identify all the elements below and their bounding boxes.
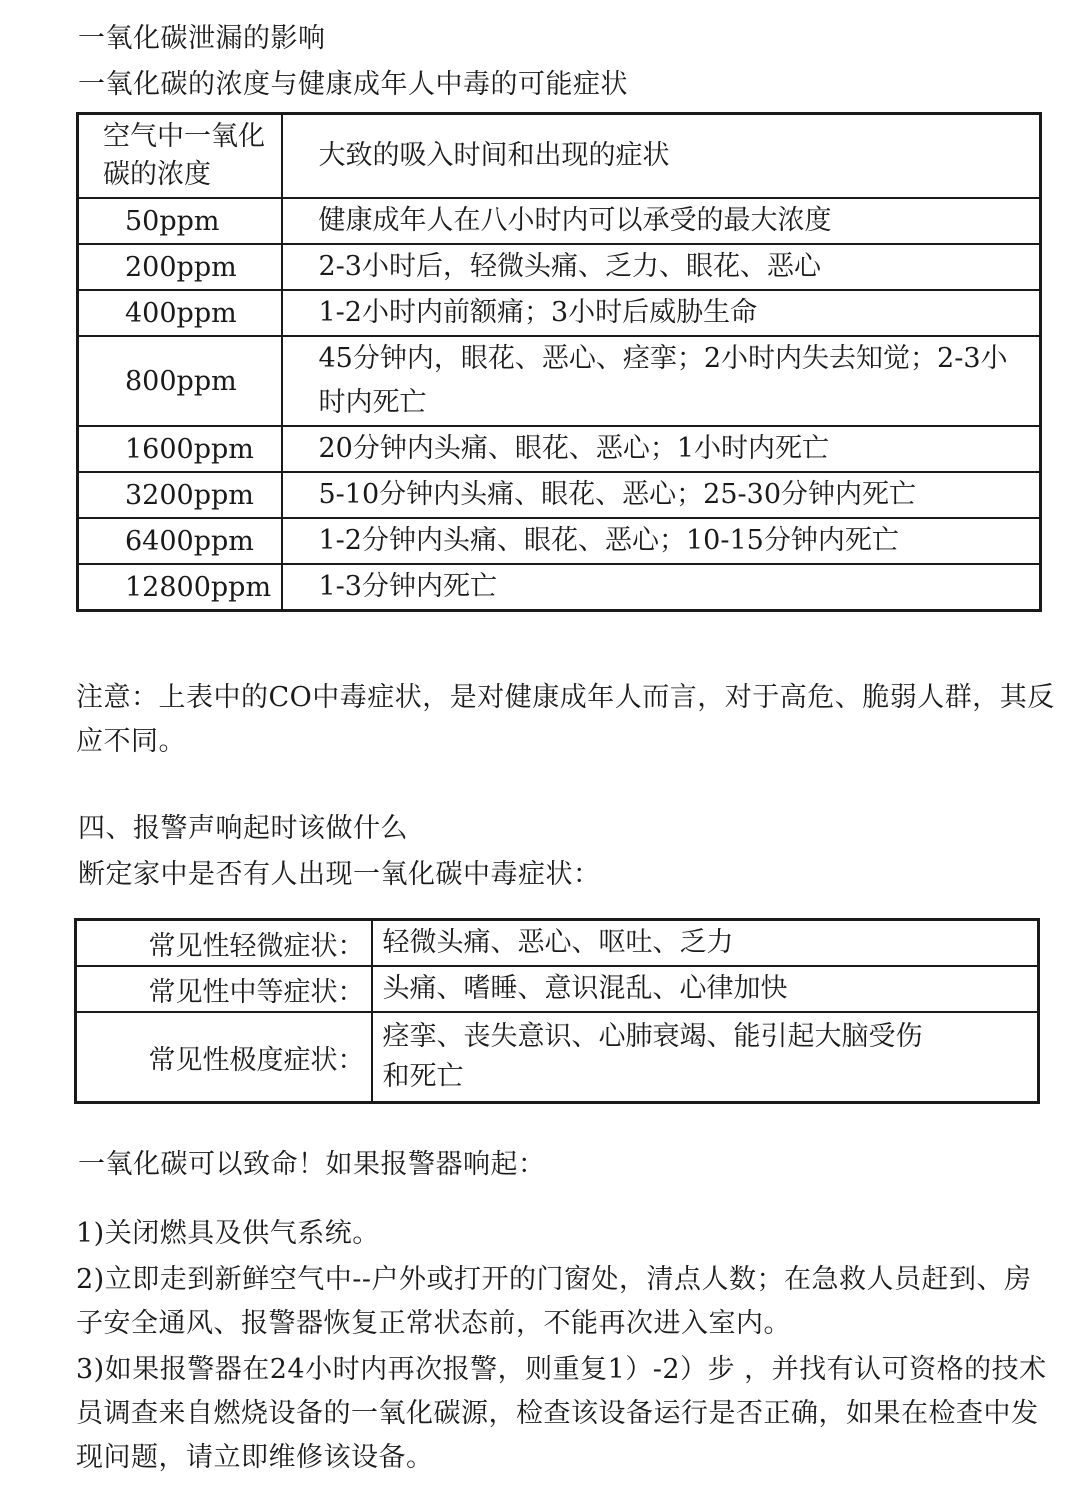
section-4-intro: 断定家中是否有人出现一氧化碳中毒症状： (78, 859, 601, 890)
symptom-row (76, 966, 1039, 1012)
step-1: 1)关闭燃具及供气系统。 (76, 1218, 380, 1249)
symptom-cell: 1-2分钟内头痛、眼花、恶心；10-15分钟内死亡 (282, 518, 1041, 564)
header-symptoms: 大致的吸入时间和出现的症状 (282, 114, 1041, 199)
ppm-cell: 3200ppm (78, 472, 282, 518)
co-concentration-table (76, 112, 1042, 612)
section-4-title: 四、报警声响起时该做什么 (78, 813, 408, 844)
symptom-description: 头痛、嗜睡、意识混乱、心律加快 (372, 966, 1039, 1012)
symptom-description: 痉挛、丧失意识、心肺衰竭、能引起大脑受伤和死亡 (372, 1012, 1039, 1103)
table-row (78, 518, 1041, 564)
note-paragraph: 注意：上表中的CO中毒症状，是对健康成年人而言，对于高危、脆弱人群，其反应不同。 (76, 682, 1055, 757)
ppm-cell: 1600ppm (78, 426, 282, 472)
symptom-cell: 20分钟内头痛、眼花、恶心；1小时内死亡 (282, 426, 1041, 472)
section-title: 一氧化碳泄漏的影响 (78, 23, 326, 54)
ppm-cell: 12800ppm (78, 564, 282, 611)
symptom-level-label: 常见性轻微症状： (76, 920, 372, 967)
ppm-cell: 6400ppm (78, 518, 282, 564)
symptom-cell: 健康成年人在八小时内可以承受的最大浓度 (282, 198, 1041, 244)
table-row (78, 472, 1041, 518)
ppm-cell: 800ppm (78, 336, 282, 426)
symptom-cell: 45分钟内，眼花、恶心、痉挛；2小时内失去知觉；2-3小时内死亡 (282, 336, 1041, 426)
symptom-cell: 1-3分钟内死亡 (282, 564, 1041, 611)
ppm-cell: 50ppm (78, 198, 282, 244)
symptom-cell: 2-3小时后，轻微头痛、乏力、眼花、恶心 (282, 244, 1041, 290)
table-row (78, 290, 1041, 336)
symptom-cell: 1-2小时内前额痛；3小时后威胁生命 (282, 290, 1041, 336)
step-2: 2)立即走到新鲜空气中--户外或打开的门窗处，清点人数；在急救人员赶到、房子安全通风、报警器恢复正常状态前，不能再次进入室内。 (76, 1264, 1032, 1339)
symptom-level-label: 常见性中等症状： (76, 966, 372, 1012)
table-row (78, 426, 1041, 472)
symptoms-table (74, 918, 1040, 1104)
header-concentration: 空气中一氧化碳的浓度 (78, 114, 282, 199)
ppm-cell: 200ppm (78, 244, 282, 290)
table-row (78, 244, 1041, 290)
symptom-description: 轻微头痛、恶心、呕吐、乏力 (372, 920, 1039, 967)
warning-line: 一氧化碳可以致命！如果报警器响起： (78, 1149, 546, 1180)
table-row (78, 198, 1041, 244)
symptom-cell: 5-10分钟内头痛、眼花、恶心；25-30分钟内死亡 (282, 472, 1041, 518)
step-3: 3)如果报警器在24小时内再次报警，则重复1）-2）步 ，并找有认可资格的技术员调查来自燃烧设备的一氧化碳源，检查该设备运行是否正确，如果在检查中发现问题，请立即维修该设备。 (76, 1354, 1047, 1473)
table-caption: 一氧化碳的浓度与健康成年人中毒的可能症状 (78, 69, 628, 100)
ppm-cell: 400ppm (78, 290, 282, 336)
table-row (78, 564, 1041, 611)
symptom-level-label: 常见性极度症状： (76, 1012, 372, 1103)
table-header-row (78, 114, 1041, 199)
table-row (78, 336, 1041, 426)
symptom-row (76, 920, 1039, 967)
symptom-row (76, 1012, 1039, 1103)
